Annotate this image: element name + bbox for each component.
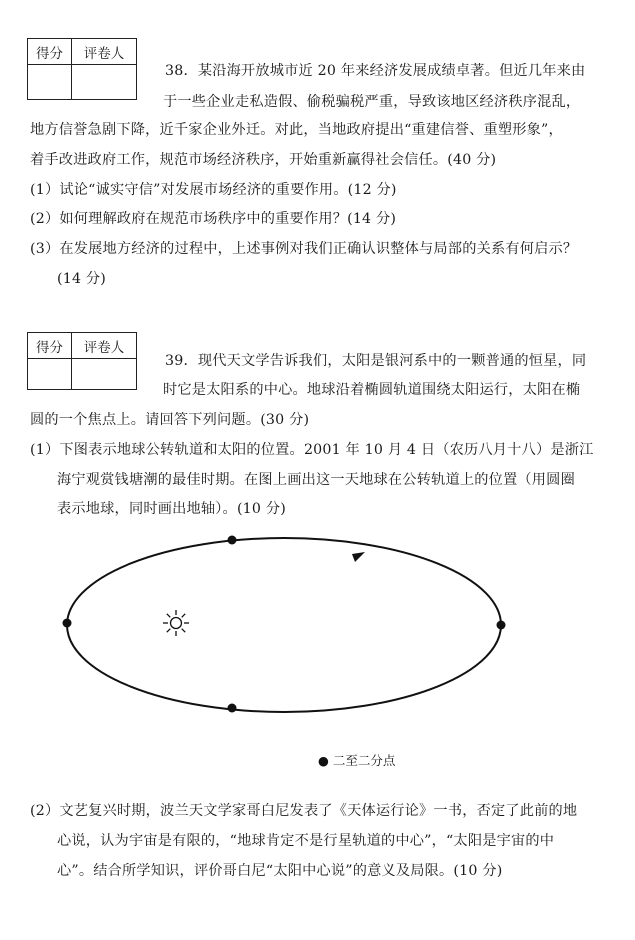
orbit-diagram[interactable] [0,520,635,780]
q38-line-2: 于一些企业走私造假、偷税骗税严重，导致该地区经济秩序混乱， [163,94,581,110]
equinox-point-right [497,621,506,630]
q38-line-4: 着手改进政府工作，规范市场经济秩序，开始重新赢得社会信任。(40 分) [30,152,497,168]
q39-line-3: 圆的一个焦点上。请回答下列问题。(30 分) [30,412,310,428]
equinox-point-left [63,619,72,628]
q39-score-cell[interactable] [28,359,72,390]
q39-grader-cell[interactable] [71,359,136,390]
q39-sub-2-line-2: 心说，认为宇宙是有限的，“地球肯定不是行星轨道的中心”，“太阳是宇宙的中 [57,833,555,849]
sun-icon [163,610,189,636]
q39-score-header: 得分 [28,333,72,359]
orbit-direction-arrow-icon [352,552,365,562]
q39-grader-header: 评卷人 [71,333,136,359]
q39-line-1: 39．现代天文学告诉我们，太阳是银河系中的一颗普通的恒星，同 [165,353,587,369]
q38-line-1: 38．某沿海开放城市近 20 年来经济发展成绩卓著。但近几年来由 [165,63,586,79]
q38-sub-3: (3）在发展地方经济的过程中，上述事例对我们正确认识整体与局部的关系有何启示？ [30,241,578,257]
q39-sub-2-line-3: 心”。结合所学知识，评价哥白尼“太阳中心说”的意义及局限。(10 分) [57,863,503,879]
q38-sub-3-score: (14 分) [57,271,107,287]
q38-score-cell[interactable] [28,65,72,100]
q39-line-2: 时它是太阳系的中心。地球沿着椭圆轨道围绕太阳运行，太阳在椭 [163,382,581,398]
q38-grader-cell[interactable] [71,65,136,100]
q39-sub-2-line-1: (2）文艺复兴时期，波兰天文学家哥白尼发表了《天体运行论》一书，否定了此前的地 [30,803,578,819]
earth-orbit[interactable] [67,538,501,712]
q38-line-3: 地方信誉急剧下降，近千家企业外迁。对此，当地政府提出“重建信誉、重塑形象”， [30,122,563,138]
q39-sub-1-line-2: 海宁观赏钱塘潮的最佳时期。在图上画出这一天地球在公转轨道上的位置（用圆圈 [57,472,575,488]
q39-score-table [27,332,137,390]
q38-score-header: 得分 [28,39,72,65]
q38-sub-1: (1）试论“诚实守信”对发展市场经济的重要作用。(12 分) [30,182,397,198]
q39-sub-1-line-3: 表示地球，同时画出地轴）。(10 分) [57,501,286,517]
solstice-point-top [228,536,237,545]
solstice-point-bottom [228,704,237,713]
q38-sub-2: (2）如何理解政府在规范市场秩序中的重要作用？(14 分) [30,211,397,227]
q39-sub-1-line-1: (1）下图表示地球公转轨道和太阳的位置。2001 年 10 月 4 日（农历八月十八）是浙江 [30,442,594,458]
q38-score-table [27,38,137,100]
diagram-legend: ● 二至二分点 [318,753,396,768]
q38-grader-header: 评卷人 [71,39,136,65]
